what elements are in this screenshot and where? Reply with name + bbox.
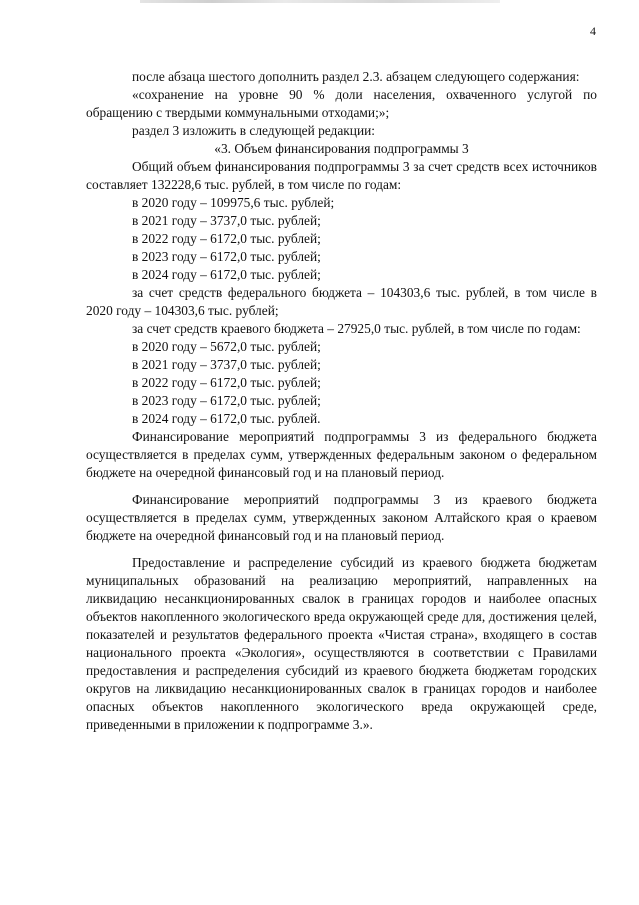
scan-edge-artifact [140,0,500,3]
paragraph: раздел 3 изложить в следующей редакции: [132,123,376,138]
paragraph: «сохранение на уровне 90 % доли населения, охваченного услугой по обращению с твердыми коммунальными отходами;»; [86,87,597,120]
list-item: в 2023 году – 6172,0 тыс. рублей; [132,393,321,408]
list-item: в 2023 году – 6172,0 тыс. рублей; [132,249,321,264]
paragraph: Финансирование мероприятий подпрограммы 3 из краевого бюджета осуществляется в пределах сумм, утвержденных законом Алтайского края о краевом бюджете на очередной финансовый год и на плановый период. [86,492,597,543]
paragraph: после абзаца шестого дополнить раздел 2.3. абзацем следующего содержания: [132,69,580,84]
paragraph: Общий объем финансирования подпрограммы 3 за счет средств всех источников составляет 132228,6 тыс. рублей, в том числе по годам: [86,159,597,192]
list-item: в 2022 году – 6172,0 тыс. рублей; [132,231,321,246]
list-item: в 2024 году – 6172,0 тыс. рублей; [132,267,321,282]
list-item: в 2022 году – 6172,0 тыс. рублей; [132,375,321,390]
list-item: в 2020 году – 109975,6 тыс. рублей; [132,195,335,210]
page-number: 4 [590,24,596,38]
paragraph: Финансирование мероприятий подпрограммы 3 из федерального бюджета осуществляется в пределах сумм, утвержденных федеральным законом о федеральном бюджете на очередной финансовый год и на плановый период. [86,429,597,480]
list-item: в 2020 году – 5672,0 тыс. рублей; [132,339,321,354]
paragraph: за счет средств краевого бюджета – 27925,0 тыс. рублей, в том числе по годам: [132,321,581,336]
list-item: в 2021 году – 3737,0 тыс. рублей; [132,213,321,228]
list-item: в 2021 году – 3737,0 тыс. рублей; [132,357,321,372]
document-body [86,68,597,734]
paragraph: за счет средств федерального бюджета – 104303,6 тыс. рублей, в том числе в 2020 году – 104303,6 тыс. рублей; [86,285,597,318]
list-item: в 2024 году – 6172,0 тыс. рублей. [132,411,321,426]
section-heading: «3. Объем финансирования подпрограммы 3 [214,141,469,156]
paragraph: Предоставление и распределение субсидий из краевого бюджета бюджетам муниципальных образований на реализацию мероприятий, направленных на ликвидацию несанкционированных свалок в границах городов и наиболее опасных объектов накопленного экологического вреда окружающей среде для, достижения целей, показателей и результатов федерального проекта «Чистая страна», входящего в состав национального проекта «Экология», осуществляются в соответствии с Правилами предоставления и распределения субсидий из краевого бюджета бюджетам городских округов на ликвидацию несанкционированных свалок в границах городов и наиболее опасных объектов накопленного экологического вреда окружающей среде, приведенными в приложении к подпрограмме 3.». [86,555,597,732]
